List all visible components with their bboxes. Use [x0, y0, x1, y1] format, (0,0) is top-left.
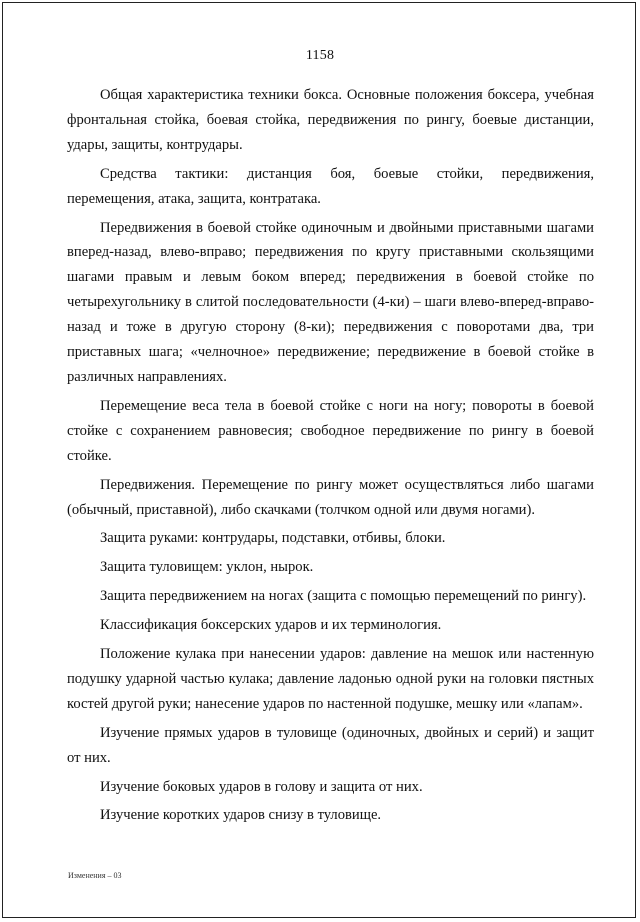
footer-revision-note: Изменения – 03 [68, 871, 122, 880]
paragraph-side-punches: Изучение боковых ударов в голову и защита от них. [100, 778, 423, 795]
paragraph-footwork-stance: Передвижения в боевой стойке одиночным и двойными приставными шагами вперед-назад, влево-вправо; передвижения по кругу приставными скользящими шагами правым и левым боком вперед; передвижения в боевой стойке по четырехугольнику в слитой последовательности (4-ки) – шаги влево-вперед-вправо-назад и тоже в другую сторону (8-ки); передвижения с поворотами два, три приставных шага; «челночное» передвижение; передвижение в боевой стойке в различных направлениях. [67, 219, 594, 385]
paragraph-body-defense: Защита туловищем: уклон, нырок. [100, 559, 314, 576]
paragraph-technique-overview: Общая характеристика техники бокса. Основные положения боксера, учебная фронтальная стойка, боевая стойка, передвижения по рингу, боевые дистанции, удары, защиты, контрудары. [67, 87, 594, 153]
paragraph-straight-punches: Изучение прямых ударов в туловище (одиночных, двойных и серий) и защит от них. [67, 724, 594, 766]
paragraph-short-uppercuts: Изучение коротких ударов снизу в туловище. [100, 807, 382, 824]
paragraph-weight-transfer: Перемещение веса тела в боевой стойке с ноги на ногу; повороты в боевой стойке с сохранением равновесия; свободное передвижение по рингу в боевой стойке. [67, 397, 594, 464]
page-number: 1158 [305, 48, 335, 63]
paragraph-fist-position: Положение кулака при нанесении ударов: давление на мешок или настенную подушку ударной частью кулака; давление ладонью одной руки на головки пястных костей другой руки; нанесение ударов по настенной подушке, мешку или «лапам». [67, 646, 594, 712]
paragraph-hand-defense: Защита руками: контрудары, подставки, отбивы, блоки. [100, 530, 446, 547]
paragraph-movement: Передвижения. Перемещение по рингу может осуществляться либо шагами (обычный, приставной), либо скачками (толчком одной или двумя ногами). [67, 476, 594, 518]
paragraph-tactics: Средства тактики: дистанция боя, боевые стойки, передвижения, перемещения, атака, защита, контратака. [67, 165, 594, 207]
document-body [67, 83, 594, 832]
paragraph-foot-defense: Защита передвижением на ногах (защита с помощью перемещений по рингу). [100, 588, 587, 605]
paragraph-punch-classification: Классификация боксерских ударов и их терминология. [100, 617, 442, 634]
